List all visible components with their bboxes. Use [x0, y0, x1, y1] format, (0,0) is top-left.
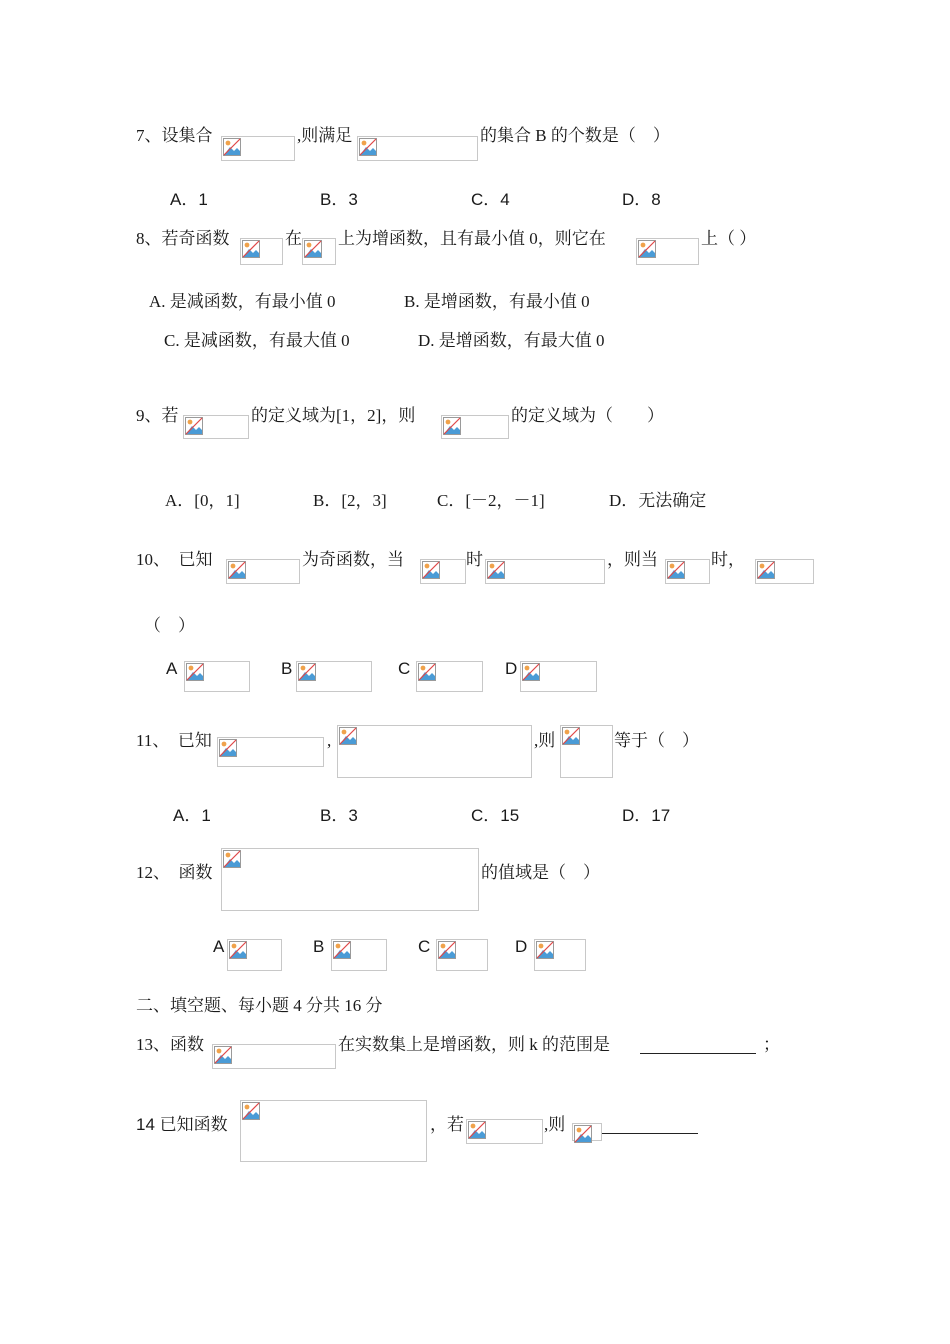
q12-option-c-label: C [418, 937, 431, 956]
q13-answer-blank [640, 1053, 756, 1054]
q11-option-a: A．1 [173, 806, 211, 825]
q9-stem-b: 的定义域为[1，2]，则 [251, 406, 416, 425]
broken-image-glyph [418, 663, 436, 681]
broken-image-glyph [186, 663, 204, 681]
q14-stem-b: ，若 [430, 1115, 464, 1134]
q10-option-c-label: C [398, 659, 411, 678]
q11-stem-d: 等于（ ） [614, 731, 699, 750]
broken-image-icon [221, 848, 479, 911]
broken-image-icon [534, 939, 586, 971]
broken-image-glyph [339, 727, 357, 745]
broken-image-icon [227, 939, 282, 971]
broken-image-glyph [214, 1046, 232, 1064]
q9-stem-a: 9、若 [136, 406, 179, 425]
broken-image-icon [337, 725, 532, 778]
q11-stem-c: ,则 [534, 731, 556, 750]
broken-image-glyph [438, 941, 456, 959]
broken-image-icon [420, 559, 466, 584]
broken-image-icon [296, 661, 372, 692]
broken-image-icon [184, 661, 250, 692]
q14-stem-c: ,则 [544, 1115, 566, 1134]
q10-option-a-label: A [166, 659, 178, 678]
q14-answer-blank [602, 1133, 698, 1134]
q8-stem-c: 上为增函数，且有最小值 0，则它在 [338, 229, 606, 248]
q10-stem-c: 时 [466, 550, 483, 569]
broken-image-glyph [242, 1102, 260, 1120]
broken-image-glyph [298, 663, 316, 681]
broken-image-icon [636, 238, 699, 265]
broken-image-glyph [757, 561, 775, 579]
broken-image-icon [755, 559, 814, 584]
q8-option-a: A. 是减函数，有最小值 0 [149, 292, 336, 311]
broken-image-glyph [359, 138, 377, 156]
q7-option-c: C．4 [471, 190, 510, 209]
broken-image-icon [485, 559, 605, 584]
broken-image-icon [572, 1123, 602, 1141]
q12-option-a-label: A [213, 937, 225, 956]
broken-image-icon [665, 559, 710, 584]
q10-option-d-label: D [505, 659, 518, 678]
broken-image-icon [560, 725, 613, 778]
q13-stem-b: 在实数集上是增函数，则 k 的范围是 [338, 1035, 610, 1054]
broken-image-icon [357, 136, 478, 161]
q10-stem-a: 10、 已知 [136, 550, 213, 569]
q12-option-b-label: B [313, 937, 325, 956]
q9-option-b: B．[2，3] [313, 491, 387, 510]
q8-stem-a: 8、若奇函数 [136, 229, 230, 248]
q9-stem-c: 的定义域为（ ） [511, 406, 664, 425]
broken-image-glyph [242, 240, 260, 258]
broken-image-glyph [223, 138, 241, 156]
q13-stem-a: 13、函数 [136, 1035, 204, 1054]
q12-option-d-label: D [515, 937, 528, 956]
broken-image-glyph [443, 417, 461, 435]
q9-option-c: C．[－2，－1] [437, 491, 545, 510]
broken-image-glyph [422, 561, 440, 579]
broken-image-icon [441, 415, 509, 439]
q9-option-d: D．无法确定 [609, 491, 707, 510]
broken-image-glyph [333, 941, 351, 959]
broken-image-icon [331, 939, 387, 971]
broken-image-glyph [487, 561, 505, 579]
q10-stem-e: 时， [711, 550, 745, 569]
q11-option-b: B．3 [320, 806, 358, 825]
broken-image-icon [466, 1119, 543, 1144]
q10-answer-paren: （ ） [144, 616, 195, 635]
broken-image-glyph [219, 739, 237, 757]
broken-image-glyph [468, 1121, 486, 1139]
broken-image-glyph [304, 240, 322, 258]
q7-stem-a: 7、设集合 [136, 126, 213, 145]
q8-stem-b: 在 [285, 229, 302, 248]
broken-image-icon [183, 415, 249, 439]
broken-image-icon [212, 1044, 336, 1069]
q10-option-b-label: B [281, 659, 293, 678]
q7-stem-b: ,则满足 [297, 126, 353, 145]
broken-image-glyph [228, 561, 246, 579]
q11-option-c: C．15 [471, 806, 520, 825]
broken-image-glyph [185, 417, 203, 435]
broken-image-icon [436, 939, 488, 971]
broken-image-icon [302, 238, 336, 265]
q14-stem-a: 14 已知函数 [136, 1115, 228, 1134]
q13-stem-c: ； [763, 1035, 780, 1054]
q12-stem-a: 12、 函数 [136, 863, 213, 882]
broken-image-glyph [574, 1125, 592, 1143]
q7-option-a: A．1 [170, 190, 208, 209]
q10-stem-b: 为奇函数，当 [302, 550, 404, 569]
broken-image-icon [226, 559, 300, 584]
q10-stem-d: ，则当 [607, 550, 658, 569]
q11-stem-b: , [327, 731, 332, 750]
q7-option-b: B．3 [320, 190, 358, 209]
broken-image-glyph [667, 561, 685, 579]
broken-image-icon [520, 661, 597, 692]
broken-image-icon [221, 136, 295, 161]
broken-image-icon [217, 737, 324, 767]
q8-stem-d: 上（ ） [701, 229, 757, 248]
broken-image-glyph [536, 941, 554, 959]
broken-image-glyph [229, 941, 247, 959]
broken-image-icon [240, 238, 283, 265]
broken-image-glyph [562, 727, 580, 745]
broken-image-glyph [223, 850, 241, 868]
q8-option-b: B. 是增函数，有最小值 0 [404, 292, 590, 311]
q7-option-d: D．8 [622, 190, 661, 209]
section-title: 二、填空题、每小题 4 分共 16 分 [136, 996, 383, 1015]
q8-option-c: C. 是减函数，有最大值 0 [164, 331, 350, 350]
q8-option-d: D. 是增函数，有最大值 0 [418, 331, 605, 350]
q11-stem-a: 11、 已知 [136, 731, 212, 750]
broken-image-icon [416, 661, 483, 692]
broken-image-icon [240, 1100, 427, 1162]
broken-image-glyph [522, 663, 540, 681]
q9-option-a: A．[0，1] [165, 491, 240, 510]
q12-stem-b: 的值域是（ ） [481, 863, 600, 882]
q7-stem-c: 的集合 B 的个数是（ ） [480, 126, 670, 145]
q11-option-d: D．17 [622, 806, 671, 825]
broken-image-glyph [638, 240, 656, 258]
